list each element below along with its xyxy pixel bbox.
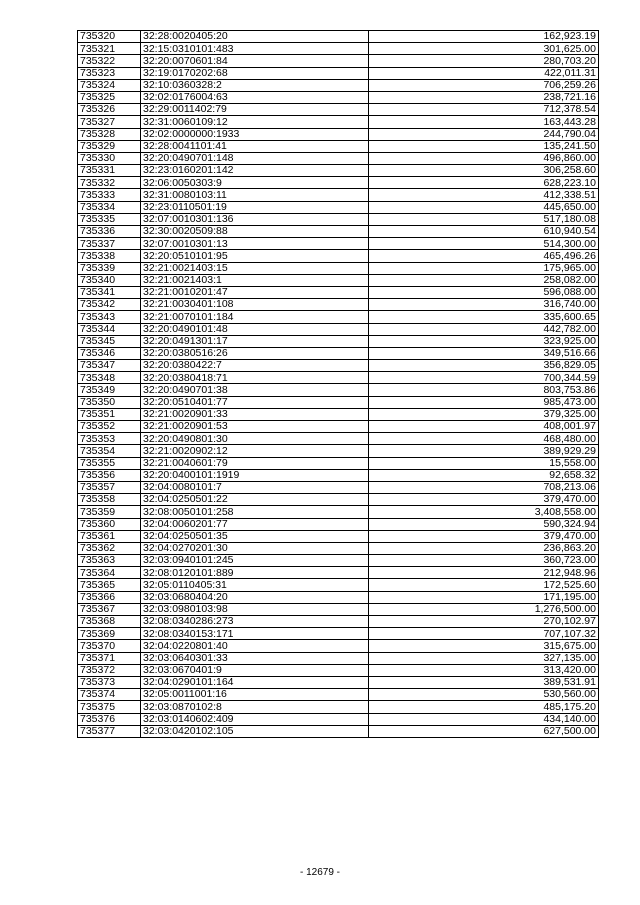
table-row [78,445,599,457]
cadastral-number-cell: 32:20:0070601:84 [141,55,369,67]
cadastral-number-cell: 32:06:0050303:9 [141,177,369,189]
amount-cell: 514,300.00 [369,238,599,250]
cadastral-number-cell: 32:21:0020902:12 [141,445,369,457]
cadastral-number-cell: 32:23:0160201:142 [141,165,369,177]
cadastral-number-cell: 32:20:0490701:38 [141,384,369,396]
cadastral-number-cell: 32:31:0060109:12 [141,116,369,128]
amount-cell: 408,001.97 [369,421,599,433]
cadastral-number-cell: 32:20:0490101:48 [141,323,369,335]
amount-cell: 706,259.26 [369,79,599,91]
amount-cell: 379,325.00 [369,408,599,420]
amount-cell: 712,378.54 [369,104,599,116]
amount-cell: 313,420.00 [369,664,599,676]
cadastral-number-cell: 32:20:0490801:30 [141,433,369,445]
cadastral-number-cell: 32:03:0640301:33 [141,652,369,664]
cadastral-number-cell: 32:03:0680404:20 [141,591,369,603]
amount-cell: 244,790.04 [369,128,599,140]
table-row [78,664,599,676]
amount-cell: 3,408,558.00 [369,506,599,518]
cadastral-number-cell: 32:28:0041101:41 [141,140,369,152]
row-id-cell: 735376 [78,713,141,725]
table-row [78,689,599,701]
amount-cell: 985,473.00 [369,396,599,408]
cadastral-number-cell: 32:21:0021403:1 [141,274,369,286]
amount-cell: 356,829.05 [369,360,599,372]
cadastral-number-cell: 32:03:0940101:245 [141,555,369,567]
amount-cell: 445,650.00 [369,201,599,213]
cadastral-number-cell: 32:29:0011402:79 [141,104,369,116]
amount-cell: 92,658.32 [369,469,599,481]
amount-cell: 236,863.20 [369,542,599,554]
table-row [78,152,599,164]
amount-cell: 301,625.00 [369,43,599,55]
cadastral-number-cell: 32:21:0030401:108 [141,299,369,311]
table-row [78,616,599,628]
amount-cell: 389,531.91 [369,676,599,688]
cadastral-number-cell: 32:21:0020901:53 [141,421,369,433]
table-row [78,177,599,189]
table-row [78,335,599,347]
table-row [78,140,599,152]
amount-cell: 379,470.00 [369,530,599,542]
row-id-cell: 735368 [78,616,141,628]
cadastral-number-cell: 32:04:0250501:35 [141,530,369,542]
cadastral-number-cell: 32:19:0170202:68 [141,67,369,79]
row-id-cell: 735365 [78,579,141,591]
row-id-cell: 735344 [78,323,141,335]
amount-cell: 15,558.00 [369,457,599,469]
row-id-cell: 735350 [78,396,141,408]
table-row [78,213,599,225]
row-id-cell: 735367 [78,603,141,615]
table-row [78,165,599,177]
cadastral-number-cell: 32:30:0020509:88 [141,226,369,238]
row-id-cell: 735361 [78,530,141,542]
table-row [78,360,599,372]
amount-cell: 803,753.86 [369,384,599,396]
table-row [78,555,599,567]
table-row [78,542,599,554]
table-row [78,299,599,311]
row-id-cell: 735328 [78,128,141,140]
table-row [78,201,599,213]
amount-cell: 496,860.00 [369,152,599,164]
table-row [78,323,599,335]
cadastral-number-cell: 32:08:0120101:889 [141,567,369,579]
row-id-cell: 735364 [78,567,141,579]
row-id-cell: 735366 [78,591,141,603]
cadastral-number-cell: 32:04:0270201:30 [141,542,369,554]
amount-cell: 627,500.00 [369,725,599,737]
table-row [78,347,599,359]
amount-cell: 434,140.00 [369,713,599,725]
row-id-cell: 735355 [78,457,141,469]
cadastral-number-cell: 32:05:0011001:16 [141,689,369,701]
row-id-cell: 735346 [78,347,141,359]
amount-cell: 258,082.00 [369,274,599,286]
cadastral-number-cell: 32:20:0380422:7 [141,360,369,372]
table-row [78,579,599,591]
row-id-cell: 735356 [78,469,141,481]
row-id-cell: 735348 [78,372,141,384]
table-row [78,628,599,640]
row-id-cell: 735325 [78,91,141,103]
amount-cell: 389,929.29 [369,445,599,457]
table-row [78,530,599,542]
table-row [78,274,599,286]
row-id-cell: 735321 [78,43,141,55]
amount-cell: 280,703.20 [369,55,599,67]
row-id-cell: 735347 [78,360,141,372]
amount-cell: 270,102.97 [369,616,599,628]
row-id-cell: 735362 [78,542,141,554]
cadastral-number-cell: 32:20:0491301:17 [141,335,369,347]
table-row [78,433,599,445]
table-row [78,104,599,116]
table-row [78,506,599,518]
row-id-cell: 735335 [78,213,141,225]
amount-cell: 610,940.54 [369,226,599,238]
table-row [78,713,599,725]
table-row [78,91,599,103]
table-row [78,286,599,298]
cadastral-number-cell: 32:03:0420102:105 [141,725,369,737]
registry-table-body [78,31,599,738]
row-id-cell: 735369 [78,628,141,640]
cadastral-number-cell: 32:04:0220801:40 [141,640,369,652]
cadastral-number-cell: 32:07:0010301:136 [141,213,369,225]
table-row [78,701,599,713]
cadastral-number-cell: 32:23:0110501:19 [141,201,369,213]
amount-cell: 327,135.00 [369,652,599,664]
amount-cell: 530,560.00 [369,689,599,701]
amount-cell: 360,723.00 [369,555,599,567]
amount-cell: 175,965.00 [369,262,599,274]
row-id-cell: 735343 [78,311,141,323]
table-row [78,311,599,323]
row-id-cell: 735371 [78,652,141,664]
row-id-cell: 735372 [78,664,141,676]
row-id-cell: 735337 [78,238,141,250]
table-row [78,372,599,384]
table-row [78,55,599,67]
row-id-cell: 735342 [78,299,141,311]
cadastral-number-cell: 32:31:0080103:11 [141,189,369,201]
table-row [78,31,599,43]
table-row [78,43,599,55]
cadastral-number-cell: 32:05:0110405:31 [141,579,369,591]
table-row [78,262,599,274]
amount-cell: 485,175.20 [369,701,599,713]
cadastral-number-cell: 32:20:0400101:1919 [141,469,369,481]
row-id-cell: 735340 [78,274,141,286]
cadastral-number-cell: 32:20:0490701:148 [141,152,369,164]
row-id-cell: 735353 [78,433,141,445]
registry-table [77,30,599,738]
amount-cell: 708,213.06 [369,481,599,493]
table-row [78,676,599,688]
row-id-cell: 735336 [78,226,141,238]
table-row [78,518,599,530]
cadastral-number-cell: 32:04:0250501:22 [141,494,369,506]
amount-cell: 422,011.31 [369,67,599,79]
amount-cell: 171,195.00 [369,591,599,603]
amount-cell: 700,344.59 [369,372,599,384]
row-id-cell: 735341 [78,286,141,298]
cadastral-number-cell: 32:02:0176004:63 [141,91,369,103]
cadastral-number-cell: 32:20:0380516:26 [141,347,369,359]
amount-cell: 379,470.00 [369,494,599,506]
table-row [78,481,599,493]
table-row [78,421,599,433]
row-id-cell: 735329 [78,140,141,152]
cadastral-number-cell: 32:21:0010201:47 [141,286,369,298]
cadastral-number-cell: 32:03:0980103:98 [141,603,369,615]
row-id-cell: 735360 [78,518,141,530]
table-row [78,79,599,91]
table-row [78,591,599,603]
cadastral-number-cell: 32:07:0010301:13 [141,238,369,250]
amount-cell: 596,088.00 [369,286,599,298]
table-row [78,226,599,238]
amount-cell: 172,525.60 [369,579,599,591]
row-id-cell: 735320 [78,31,141,43]
cadastral-number-cell: 32:20:0510401:77 [141,396,369,408]
cadastral-number-cell: 32:21:0070101:184 [141,311,369,323]
page-number: - 12679 - [299,867,341,878]
cadastral-number-cell: 32:08:0340153:171 [141,628,369,640]
cadastral-number-cell: 32:28:0020405:20 [141,31,369,43]
table-row [78,396,599,408]
row-id-cell: 735374 [78,689,141,701]
table-row [78,250,599,262]
amount-cell: 135,241.50 [369,140,599,152]
amount-cell: 349,516.66 [369,347,599,359]
table-row [78,494,599,506]
amount-cell: 517,180.08 [369,213,599,225]
cadastral-number-cell: 32:21:0040601:79 [141,457,369,469]
cadastral-number-cell: 32:03:0140602:409 [141,713,369,725]
row-id-cell: 735377 [78,725,141,737]
amount-cell: 212,948.96 [369,567,599,579]
row-id-cell: 735354 [78,445,141,457]
amount-cell: 707,107.32 [369,628,599,640]
amount-cell: 163,443.28 [369,116,599,128]
amount-cell: 238,721.16 [369,91,599,103]
cadastral-number-cell: 32:04:0060201:77 [141,518,369,530]
cadastral-number-cell: 32:21:0021403:15 [141,262,369,274]
cadastral-number-cell: 32:08:0340286:273 [141,616,369,628]
amount-cell: 1,276,500.00 [369,603,599,615]
table-row [78,189,599,201]
cadastral-number-cell: 32:04:0080101:7 [141,481,369,493]
row-id-cell: 735330 [78,152,141,164]
row-id-cell: 735333 [78,189,141,201]
row-id-cell: 735331 [78,165,141,177]
table-row [78,457,599,469]
amount-cell: 442,782.00 [369,323,599,335]
table-row [78,384,599,396]
row-id-cell: 735332 [78,177,141,189]
row-id-cell: 735352 [78,421,141,433]
row-id-cell: 735357 [78,481,141,493]
table-row [78,67,599,79]
amount-cell: 306,258.60 [369,165,599,177]
row-id-cell: 735351 [78,408,141,420]
amount-cell: 468,480.00 [369,433,599,445]
row-id-cell: 735323 [78,67,141,79]
amount-cell: 162,923.19 [369,31,599,43]
row-id-cell: 735322 [78,55,141,67]
row-id-cell: 735375 [78,701,141,713]
row-id-cell: 735324 [78,79,141,91]
amount-cell: 315,675.00 [369,640,599,652]
table-row [78,567,599,579]
table-row [78,238,599,250]
amount-cell: 316,740.00 [369,299,599,311]
table-row [78,603,599,615]
table-row [78,640,599,652]
row-id-cell: 735349 [78,384,141,396]
table-row [78,116,599,128]
cadastral-number-cell: 32:02:0000000:1933 [141,128,369,140]
cadastral-number-cell: 32:15:0310101:483 [141,43,369,55]
row-id-cell: 735338 [78,250,141,262]
row-id-cell: 735370 [78,640,141,652]
row-id-cell: 735345 [78,335,141,347]
amount-cell: 323,925.00 [369,335,599,347]
table-row [78,128,599,140]
row-id-cell: 735334 [78,201,141,213]
table-row [78,469,599,481]
cadastral-number-cell: 32:21:0020901:33 [141,408,369,420]
cadastral-number-cell: 32:08:0050101:258 [141,506,369,518]
cadastral-number-cell: 32:03:0670401:9 [141,664,369,676]
row-id-cell: 735327 [78,116,141,128]
table-row [78,725,599,737]
row-id-cell: 735373 [78,676,141,688]
row-id-cell: 735359 [78,506,141,518]
cadastral-number-cell: 32:10:0360328:2 [141,79,369,91]
amount-cell: 335,600.65 [369,311,599,323]
amount-cell: 590,324.94 [369,518,599,530]
amount-cell: 412,338.51 [369,189,599,201]
cadastral-number-cell: 32:04:0290101:164 [141,676,369,688]
table-row [78,652,599,664]
cadastral-number-cell: 32:20:0380418:71 [141,372,369,384]
row-id-cell: 735339 [78,262,141,274]
cadastral-number-cell: 32:03:0870102:8 [141,701,369,713]
cadastral-number-cell: 32:20:0510101:95 [141,250,369,262]
row-id-cell: 735363 [78,555,141,567]
row-id-cell: 735326 [78,104,141,116]
amount-cell: 628,223.10 [369,177,599,189]
table-row [78,408,599,420]
row-id-cell: 735358 [78,494,141,506]
amount-cell: 465,496.26 [369,250,599,262]
